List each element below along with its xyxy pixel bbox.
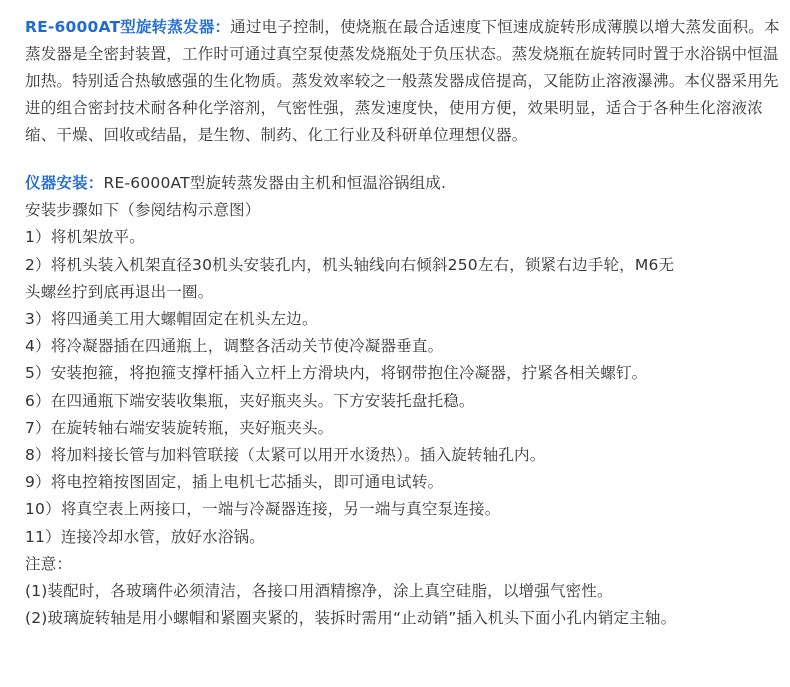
step-item: 10）将真空表上两接口，一端与冷凝器连接，另一端与真空泵连接。: [25, 500, 501, 519]
install-lead: 仪器安装：: [25, 174, 104, 192]
step-item: 头螺丝拧到底再退出一圈。: [25, 282, 214, 301]
intro-paragraph: [25, 14, 780, 149]
intro-text: 通过电子控制，使烧瓶在最合适速度下恒速成旋转形成薄膜以增大蒸发面积。本蒸发器是全密封装置，工作时可通过真空泵使蒸发烧瓶处于负压状态。蒸发烧瓶在旋转同时置于水浴锅中恒温加热。特别适合热敏感强的生化物质。蒸发效率较之一般蒸发器成倍提高，又能防止溶液瀑沸。本仪器采用先进的组合密封技术耐各种化学溶剂，气密性强，蒸发速度快，使用方便，效果明显，适合于各种生化溶液浓缩、干燥、回收或结晶，是生物、制药、化工行业及科研单位理想仪器。: [25, 18, 780, 144]
step-item: 7）在旋转轴右端安装旋转瓶，夹好瓶夹头。: [25, 418, 334, 437]
step-item: 8）将加料接长管与加料管联接（太紧可以用开水烫热）。插入旋转轴孔内。: [25, 446, 546, 465]
install-section: [25, 170, 790, 632]
step-item: 9）将电控箱按图固定，插上电机七芯插头，即可通电试转。: [25, 473, 444, 492]
note-item: (2)玻璃旋转轴是用小螺帽和紧圈夹紧的，装拆时需用“止动销”插入机头下面小孔内销定主轴。: [25, 609, 677, 628]
step-item: 11）连接冷却水管，放好水浴锅。: [25, 527, 265, 546]
note-item: (1)装配时，各玻璃件必须清洁，各接口用酒精擦净，涂上真空硅脂，以增强气密性。: [25, 582, 613, 601]
install-heading-line: [25, 170, 790, 197]
step-item: 6）在四通瓶下端安装收集瓶，夹好瓶夹头。下方安装托盘托稳。: [25, 391, 475, 410]
step-item: 1）将机架放平。: [25, 228, 145, 247]
intro-lead: RE-6000AT型旋转蒸发器：: [25, 18, 231, 36]
install-text: RE-6000AT型旋转蒸发器由主机和恒温浴锅组成.: [103, 174, 447, 192]
steps-title: 安装步骤如下（参阅结构示意图）: [25, 201, 261, 220]
step-item: 3）将四通美工用大螺帽固定在机头左边。: [25, 310, 318, 329]
notes-title: 注意：: [25, 554, 73, 573]
step-item: 2）将机头装入机架直径30机头安装孔内，机头轴线向右倾斜250左右，锁紧右边手轮，M6无: [25, 255, 675, 274]
step-item: 4）将冷凝器插在四通瓶上，调整各活动关节使冷凝器垂直。: [25, 337, 444, 356]
step-item: 5）安装抱箍，将抱箍支撑杆插入立杆上方滑块内，将钢带抱住冷凝器，拧紧各相关螺钉。: [25, 364, 648, 383]
section-gap: [25, 149, 790, 170]
